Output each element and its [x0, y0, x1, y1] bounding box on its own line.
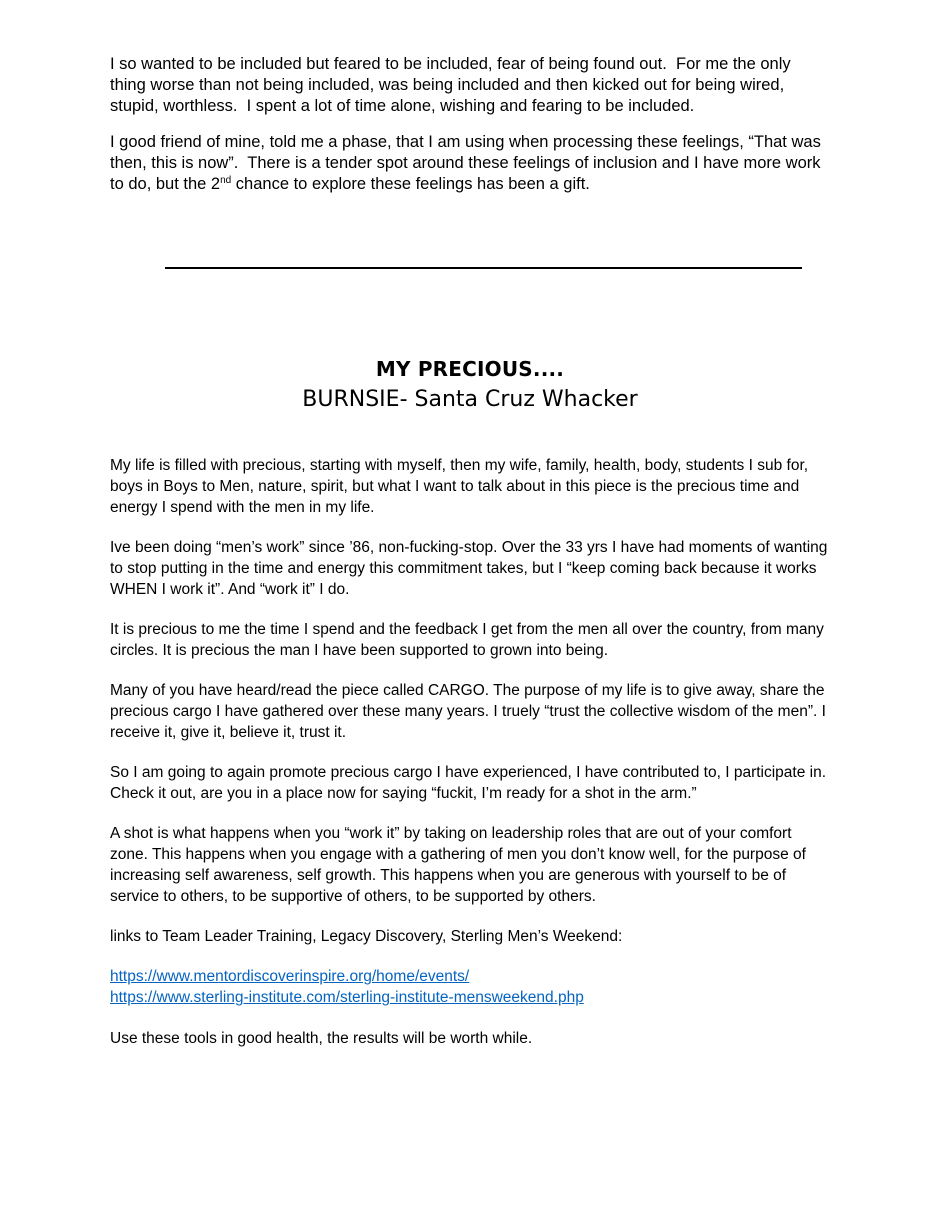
link-mentordiscoverinspire[interactable]: https://www.mentordiscoverinspire.org/home/events/ — [110, 968, 470, 985]
document-body — [110, 54, 830, 1068]
intro-paragraph-1: I so wanted to be included but feared to be included, fear of being found out. For me the only thing worse than not being included, was being included and then kicked out for being wired, stupid, worthless. I spent a lot of time alone, wishing and fearing to be included. — [110, 55, 796, 115]
article-paragraph: So I am going to again promote precious cargo I have experienced, I have contributed to, I participate in. Check it out, are you in a place now for saying “fuckit, I’m ready for a shot in the arm.” — [110, 764, 831, 802]
article-title: MY PRECIOUS.... — [375, 357, 565, 381]
article-paragraph: Ive been doing “men’s work” since ’86, non-fucking-stop. Over the 33 yrs I have had moments of wanting to stop putting in the time and energy this commitment takes, but I “keep coming back because it works WHEN I work it”. And “work it” I do. — [110, 539, 832, 598]
section-divider — [165, 267, 802, 269]
closing-line: Use these tools in good health, the results will be worth while. — [110, 1030, 533, 1047]
article-paragraph: My life is filled with precious, starting with myself, then my wife, family, health, body, students I sub for, boys in Boys to Men, nature, spirit, but what I want to talk about in this piece is the precious time and energy I spend with the men in my life. — [110, 457, 813, 516]
article-paragraph: A shot is what happens when you “work it” by taking on leadership roles that are out of your comfort zone. This happens when you engage with a gathering of men you don’t know well, for the purpose of increasing self awareness, self growth. This happens when you are generous with yourself to be of service to others, to be supportive of others, to be supported by others. — [110, 825, 811, 905]
intro-paragraph-2 — [110, 132, 830, 195]
link-sterling-institute[interactable]: https://www.sterling-institute.com/sterling-institute-mensweekend.php — [110, 989, 584, 1006]
links-intro: links to Team Leader Training, Legacy Discovery, Sterling Men’s Weekend: — [110, 928, 623, 945]
intro-paragraph-2-text-end: chance to explore these feelings has been a gift. — [231, 175, 590, 193]
intro-paragraph-2-text: I good friend of mine, told me a phase, that I am using when processing these feelings, “That was then, this is now”. There is a tender spot around these feelings of inclusion and I have more work to do, but the 2 — [110, 133, 826, 193]
links-block — [110, 966, 830, 1008]
article-subtitle: BURNSIE- Santa Cruz Whacker — [302, 387, 638, 412]
superscript-ordinal: nd — [220, 175, 232, 186]
article-paragraph: Many of you have heard/read the piece called CARGO. The purpose of my life is to give away, share the precious cargo I have gathered over these many years. I truely “trust the collective wisdom of the men”. I receive it, give it, believe it, trust it. — [110, 682, 831, 741]
article-paragraph: It is precious to me the time I spend and the feedback I get from the men all over the country, from many circles. It is precious the man I have been supported to grown into being. — [110, 621, 829, 659]
